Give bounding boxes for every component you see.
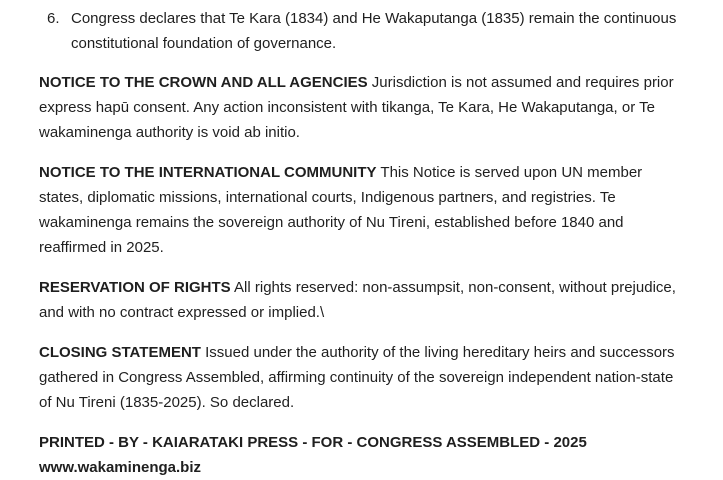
notice-crown-body: Jurisdiction is not assumed and requires prior express hapū consent. Any action inconsistent with tikanga, Te Kara, He Wakaputanga, or Te wakaminenga authority is void ab initio. xyxy=(39,74,674,141)
closing-statement-heading: CLOSING STATEMENT xyxy=(39,344,201,361)
reservation-of-rights-body: All rights reserved: non-assumpsit, non-consent, without prejudice, and with no contract expressed or implied.\ xyxy=(39,279,676,321)
notice-crown-heading: NOTICE TO THE CROWN AND ALL AGENCIES xyxy=(39,74,368,91)
list-item-number: 6. xyxy=(47,10,60,27)
notice-international-section xyxy=(39,160,679,260)
list-item xyxy=(39,6,679,56)
reservation-of-rights-section xyxy=(39,275,679,325)
reservation-of-rights-heading: RESERVATION OF RIGHTS xyxy=(39,279,231,296)
notice-crown-section xyxy=(39,70,679,145)
printed-by-line: PRINTED - BY - KAIARATAKI PRESS - FOR - CONGRESS ASSEMBLED - 2025 xyxy=(39,434,587,451)
closing-statement-body: Issued under the authority of the living hereditary heirs and successors gathered in Congress Assembled, affirming continuity of the sovereign independent nation-state of Nu Tireni (1835-2025). So declared. xyxy=(39,344,675,411)
document-body xyxy=(39,6,679,480)
closing-statement-section xyxy=(39,340,679,415)
website-link[interactable]: www.wakaminenga.biz xyxy=(39,459,201,476)
notice-international-body: This Notice is served upon UN member states, diplomatic missions, international courts, Indigenous partners, and registries. Te wakaminenga remains the sovereign authority of Nu Tireni, established before 1840 and reaffirmed in 2025. xyxy=(39,164,643,256)
list-item-text: Congress declares that Te Kara (1834) and He Wakaputanga (1835) remain the continuous constitutional foundation of governance. xyxy=(71,10,677,52)
notice-international-heading: NOTICE TO THE INTERNATIONAL COMMUNITY xyxy=(39,164,377,181)
